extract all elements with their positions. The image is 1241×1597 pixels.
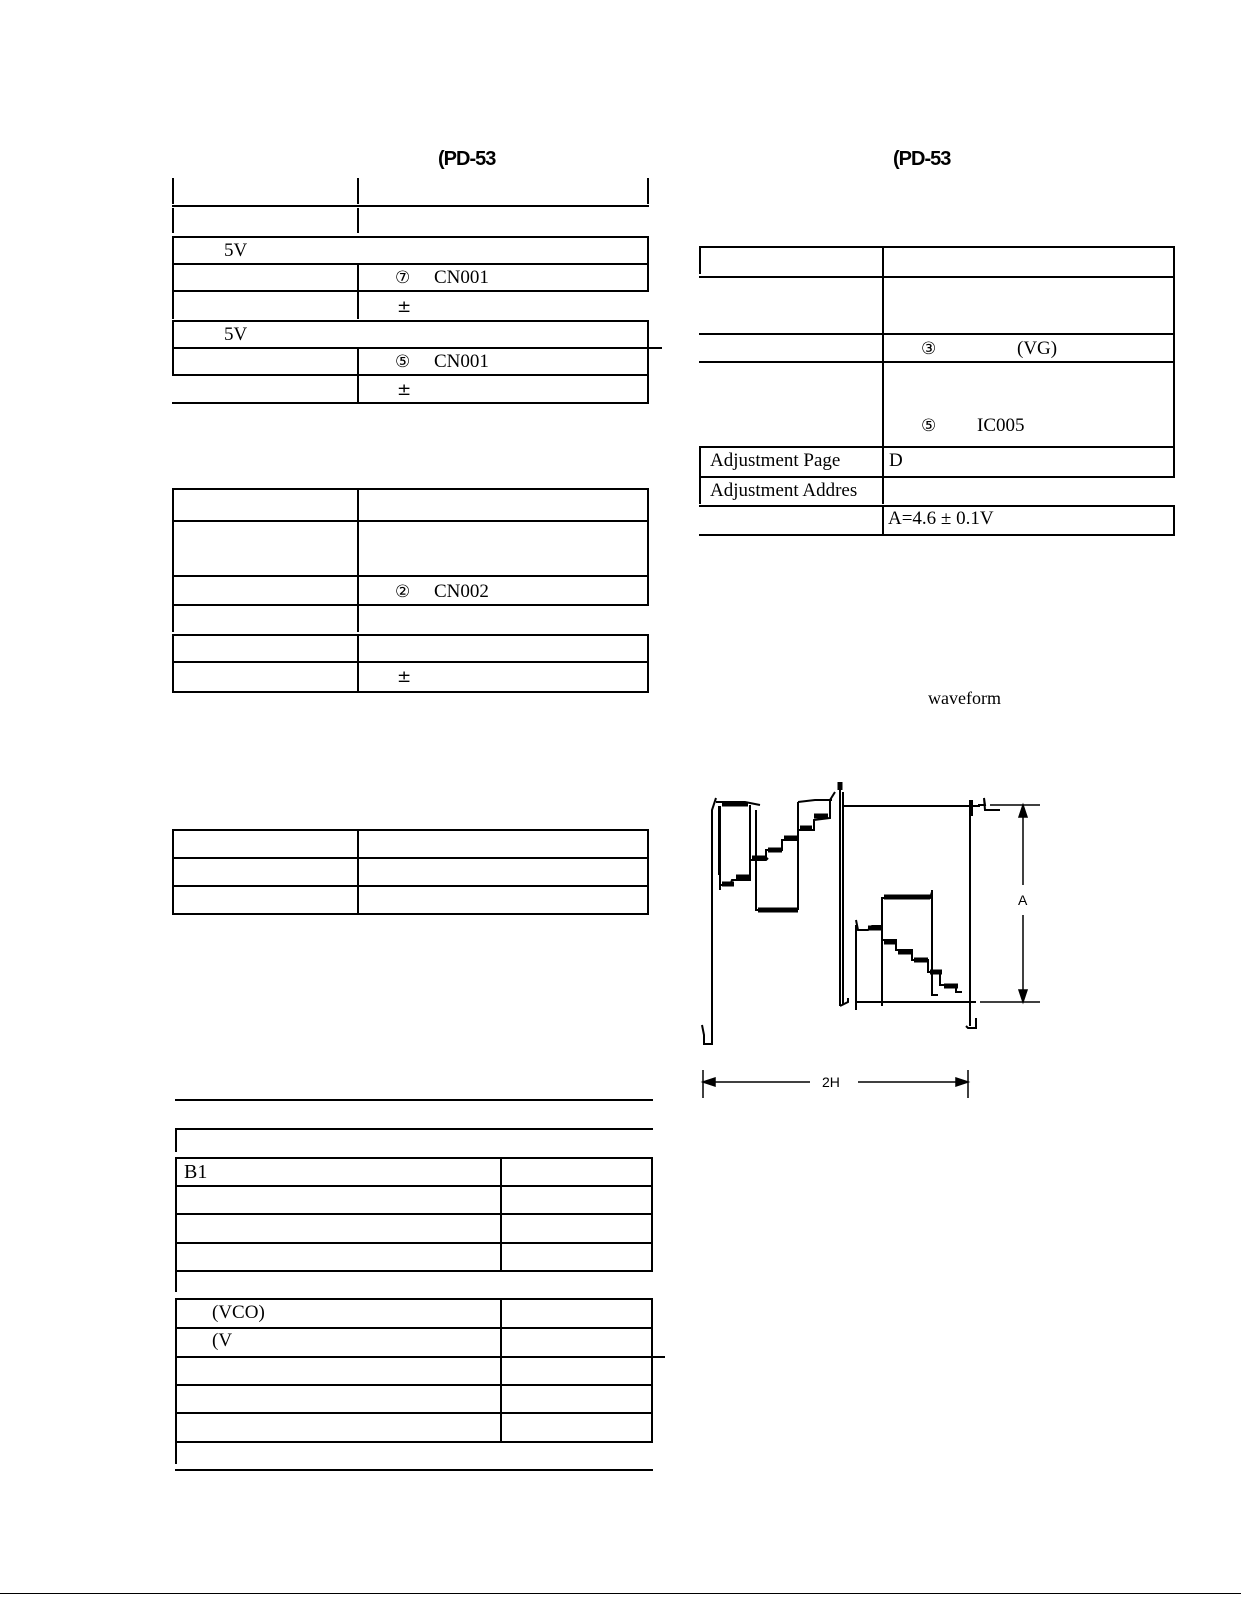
table-2-row-3-symbol: ② bbox=[395, 582, 411, 602]
table-4-row-b1-label: B1 bbox=[184, 1161, 208, 1183]
table-1-row-7-symbol: ⑤ bbox=[395, 352, 411, 372]
table-1-row-5-symbol: ± bbox=[397, 297, 412, 317]
table-4-row-v-label: (V bbox=[212, 1330, 233, 1351]
amplitude-dimension bbox=[980, 805, 1040, 1002]
waveform-caption: waveform bbox=[928, 688, 1001, 708]
table-4-row-vco-label: (VCO) bbox=[212, 1302, 265, 1323]
page-bottom-rule bbox=[0, 1593, 1241, 1594]
table-2-row-3-value: CN002 bbox=[434, 581, 489, 602]
amplitude-label: A bbox=[1018, 892, 1028, 908]
adjustment-address-label: Adjustment Addres bbox=[710, 480, 858, 501]
right-table-row-3-value: (VG) bbox=[1017, 338, 1058, 359]
table-1-row-4-symbol: ⑦ bbox=[395, 268, 411, 288]
right-section-header: (PD-53 bbox=[893, 148, 951, 170]
waveform-diagram bbox=[700, 780, 1060, 1110]
table-1-row-4-value: CN001 bbox=[434, 267, 489, 288]
right-table-row-4-symbol: ⑤ bbox=[921, 416, 937, 436]
period-label: 2H bbox=[822, 1074, 840, 1090]
table-1-row-3-label: 5V bbox=[224, 240, 248, 261]
adjustment-page-value: D bbox=[889, 450, 903, 471]
waveform-trace bbox=[702, 784, 1000, 1044]
adjustment-page-label: Adjustment Page bbox=[710, 450, 841, 471]
right-table-row-3-symbol: ③ bbox=[921, 339, 937, 359]
table-2-row-6-symbol: ± bbox=[397, 667, 412, 687]
table-1-row-6-label: 5V bbox=[224, 324, 248, 345]
right-table-row-4-value: IC005 bbox=[977, 415, 1025, 436]
adjustment-spec-value: A=4.6 ± 0.1V bbox=[888, 508, 994, 529]
left-section-header: (PD-53 bbox=[438, 148, 496, 170]
table-1-row-8-symbol: ± bbox=[397, 380, 412, 400]
table-1-row-7-value: CN001 bbox=[434, 351, 489, 372]
